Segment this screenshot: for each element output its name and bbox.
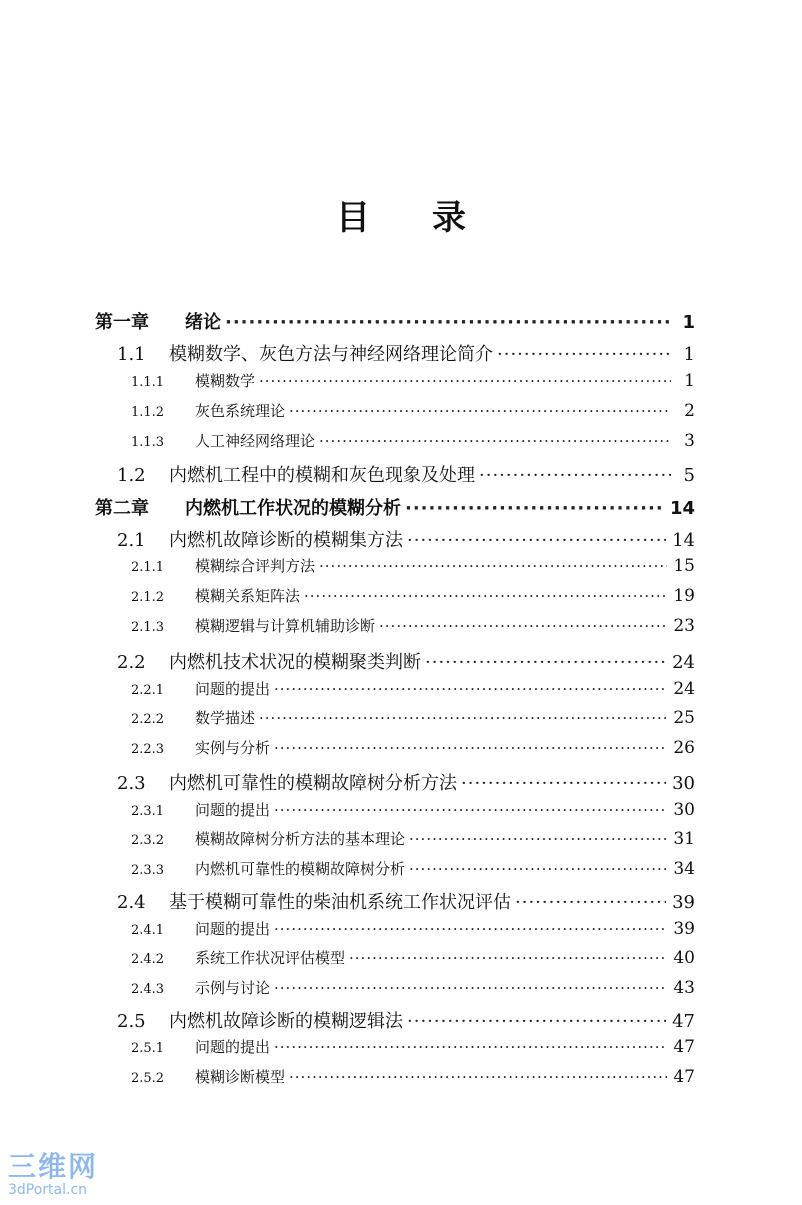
toc-entry-number: 第二章 — [95, 498, 149, 519]
toc-entry-title: 问题的提出 — [195, 920, 271, 938]
toc-entry-title: 系统工作状况评估模型 — [195, 949, 346, 967]
toc-entry-title: 模糊数学、灰色方法与神经网络理论简介 — [169, 344, 493, 365]
toc-entry-title: 模糊诊断模型 — [195, 1068, 286, 1086]
toc-entry — [131, 858, 695, 879]
toc-entry-number: 2.2.1 — [131, 683, 165, 698]
page-title — [0, 190, 802, 239]
toc-entry-title: 内燃机可靠性的模糊故障树分析方法 — [169, 773, 457, 794]
toc-entry-number: 2.2 — [117, 652, 146, 673]
toc-entry-number: 2.1 — [117, 530, 146, 551]
toc-entry-page: 2 — [684, 401, 695, 421]
toc-entry-page: 39 — [672, 892, 695, 913]
toc-leader-dots — [379, 617, 667, 635]
toc-entry-title: 实例与分析 — [195, 739, 271, 757]
toc-entry-number: 2.2.3 — [131, 742, 165, 757]
toc-entry-page: 30 — [672, 773, 695, 794]
toc-leader-dots — [225, 312, 671, 333]
toc-entry — [117, 340, 695, 366]
toc-entry — [131, 400, 695, 421]
toc-leader-dots — [497, 344, 671, 365]
toc-leader-dots — [409, 860, 667, 878]
toc-entry-page: 39 — [673, 919, 695, 939]
toc-entry-page: 47 — [672, 1011, 695, 1032]
toc-entry-page: 43 — [673, 978, 695, 998]
toc-entry-number: 第一章 — [95, 312, 149, 333]
page-title-char-1: 目 — [336, 198, 370, 238]
toc-entry — [117, 888, 695, 914]
toc-entry-title: 人工神经网络理论 — [195, 432, 316, 450]
toc-entry-number: 1.1 — [117, 344, 146, 365]
toc-entry-title: 内燃机技术状况的模糊聚类判断 — [169, 652, 421, 673]
toc-entry-page: 26 — [673, 738, 695, 758]
toc-entry-title: 内燃机工程中的模糊和灰色现象及处理 — [169, 465, 475, 486]
toc-entry-title: 问题的提出 — [195, 801, 271, 819]
watermark-logo — [8, 1152, 98, 1198]
toc-entry-title: 模糊综合评判方法 — [195, 557, 316, 575]
toc-leader-dots — [407, 530, 666, 551]
toc-entry-number: 2.5.2 — [131, 1071, 165, 1086]
toc-leader-dots — [259, 372, 671, 390]
toc-entry-page: 5 — [683, 465, 695, 486]
toc-entry — [131, 737, 695, 758]
toc-entry-page: 30 — [673, 800, 695, 820]
toc-entry-number: 2.1.2 — [131, 590, 165, 605]
toc-leader-dots — [319, 432, 671, 450]
toc-leader-dots — [479, 465, 671, 486]
toc-entry-number: 2.4 — [117, 892, 146, 913]
toc-entry-number: 2.4.3 — [131, 982, 165, 997]
toc-entry-page: 31 — [673, 829, 695, 849]
toc-entry-page: 40 — [673, 948, 695, 968]
toc-entry-title: 内燃机故障诊断的模糊逻辑法 — [169, 1011, 403, 1032]
toc-entry-number: 2.1.3 — [131, 620, 165, 635]
toc-entry-number: 2.5 — [117, 1011, 146, 1032]
toc-entry — [95, 494, 695, 520]
toc-entry-page: 1 — [683, 344, 695, 365]
toc-entry-number: 2.3.1 — [131, 804, 165, 819]
toc-entry-page: 47 — [673, 1037, 695, 1057]
toc-leader-dots — [274, 920, 667, 938]
toc-entry-title: 内燃机故障诊断的模糊集方法 — [169, 530, 403, 551]
toc-leader-dots — [289, 1068, 667, 1086]
toc-entry — [131, 1066, 695, 1087]
toc-leader-dots — [274, 680, 667, 698]
toc-entry-page: 34 — [673, 859, 695, 879]
toc-leader-dots — [515, 892, 666, 913]
toc-leader-dots — [461, 773, 666, 794]
toc-entry-title: 模糊逻辑与计算机辅助诊断 — [195, 617, 376, 635]
toc-leader-dots — [319, 557, 667, 575]
toc-entry — [117, 1007, 695, 1033]
toc-leader-dots — [405, 498, 664, 519]
toc-entry-number: 2.5.1 — [131, 1041, 165, 1056]
toc-entry-title: 数学描述 — [195, 709, 256, 727]
toc-leader-dots — [289, 402, 671, 420]
toc-leader-dots — [274, 979, 667, 997]
toc-entry-title: 示例与讨论 — [195, 979, 271, 997]
toc-entry-page: 1 — [682, 312, 695, 333]
toc-entry — [131, 977, 695, 998]
toc-leader-dots — [304, 587, 667, 605]
toc-entry — [131, 918, 695, 939]
toc-entry-page: 1 — [684, 371, 695, 391]
toc-entry — [131, 678, 695, 699]
toc-entry — [117, 769, 695, 795]
toc-entry — [95, 308, 695, 334]
toc-entry-number: 1.1.3 — [131, 435, 165, 450]
toc-entry-page: 24 — [673, 679, 695, 699]
toc-entry-title: 灰色系统理论 — [195, 402, 286, 420]
toc-entry-page: 24 — [672, 652, 695, 673]
toc-entry-page: 25 — [673, 708, 695, 728]
toc-entry-title: 问题的提出 — [195, 680, 271, 698]
toc-entry — [131, 555, 695, 576]
toc-entry-page: 14 — [669, 498, 695, 519]
toc-entry-title: 问题的提出 — [195, 1038, 271, 1056]
toc-entry-number: 2.1.1 — [131, 560, 165, 575]
toc-entry-page: 47 — [673, 1067, 695, 1087]
toc-entry-page: 14 — [672, 530, 695, 551]
toc-leader-dots — [274, 739, 667, 757]
toc-entry-number: 2.3.3 — [131, 863, 165, 878]
toc-entry-title: 模糊故障树分析方法的基本理论 — [195, 830, 406, 848]
toc-entry — [131, 370, 695, 391]
toc-entry-number: 2.3 — [117, 773, 146, 794]
toc-entry-number: 2.4.1 — [131, 923, 165, 938]
toc-leader-dots — [349, 949, 667, 967]
toc-entry-number: 2.4.2 — [131, 952, 165, 967]
toc-entry-page: 19 — [673, 586, 695, 606]
toc-entry-page: 23 — [673, 616, 695, 636]
toc-entry-title: 绪论 — [185, 312, 221, 333]
toc-entry-number: 1.2 — [117, 465, 146, 486]
toc-entry — [117, 648, 695, 674]
page-title-char-2: 录 — [432, 198, 466, 238]
toc-entry-number: 2.2.2 — [131, 712, 165, 727]
watermark-logo-text: 三维网 — [8, 1150, 99, 1183]
toc-entry-page: 3 — [684, 431, 695, 451]
toc-entry — [131, 615, 695, 636]
toc-entry-title: 模糊关系矩阵法 — [195, 587, 301, 605]
toc-leader-dots — [259, 709, 667, 727]
toc-entry-number: 2.3.2 — [131, 833, 165, 848]
toc-entry-title: 模糊数学 — [195, 372, 256, 390]
toc-leader-dots — [409, 830, 667, 848]
toc-entry-number: 1.1.1 — [131, 375, 165, 390]
toc-leader-dots — [425, 652, 666, 673]
watermark-url: 3dPortal.cn — [8, 1182, 88, 1198]
toc-leader-dots — [407, 1011, 666, 1032]
toc-entry — [131, 799, 695, 820]
toc-entry — [131, 707, 695, 728]
toc-entry — [131, 947, 695, 968]
toc-entry — [131, 828, 695, 849]
toc-leader-dots — [274, 1038, 667, 1056]
toc-entry — [117, 461, 695, 487]
toc-entry — [131, 585, 695, 606]
toc-entry-title: 内燃机工作状况的模糊分析 — [185, 498, 401, 519]
toc-entry-page: 15 — [673, 556, 695, 576]
toc-entry-number: 1.1.2 — [131, 405, 165, 420]
toc-entry — [131, 1036, 695, 1057]
toc-entry-title: 基于模糊可靠性的柴油机系统工作状况评估 — [169, 892, 511, 913]
toc-entry — [131, 430, 695, 451]
toc-entry — [117, 526, 695, 552]
toc-entry-title: 内燃机可靠性的模糊故障树分析 — [195, 860, 406, 878]
toc-leader-dots — [274, 801, 667, 819]
